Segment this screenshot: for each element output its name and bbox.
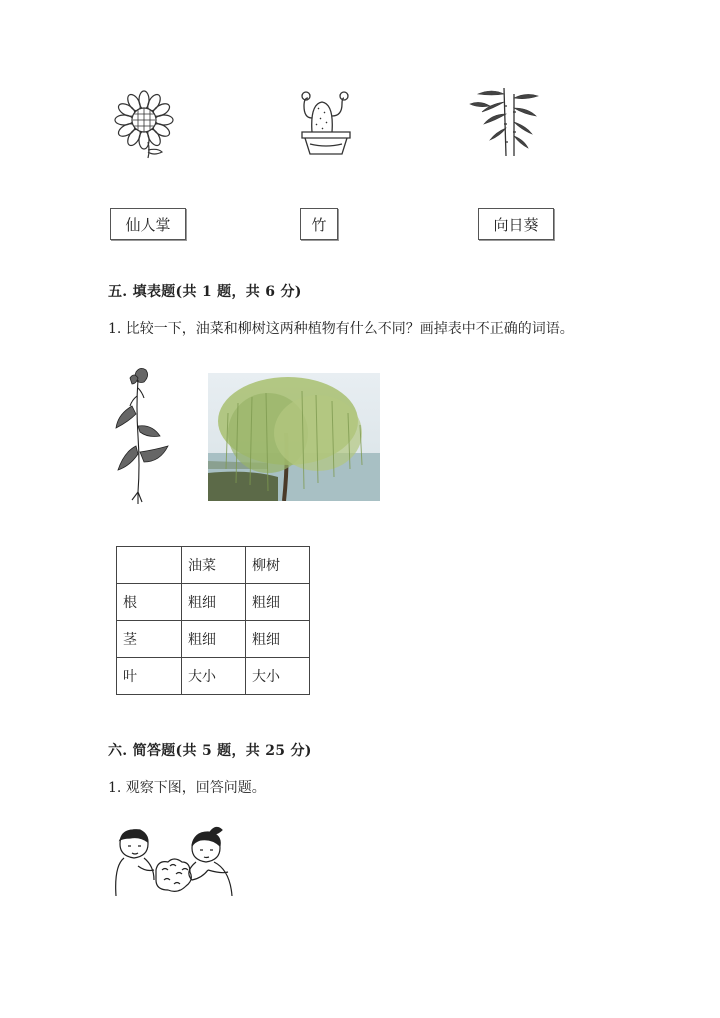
label-box-cactus: 仙人掌 (110, 208, 186, 240)
children-icon (110, 826, 246, 898)
table-row-header: 茎 (117, 621, 182, 658)
section-5-title: 五. 填表题(共 1 题，共 6 分) (108, 284, 302, 300)
rapeseed-icon (108, 366, 174, 504)
willow-photo (208, 373, 380, 501)
bamboo-icon (464, 84, 544, 158)
table-row (117, 658, 310, 695)
table-row (117, 547, 310, 584)
section-6-title: 六. 简答题(共 5 题，共 25 分) (108, 743, 312, 759)
label-box-bamboo: 竹 (300, 208, 338, 240)
table-header-cell: 油菜 (182, 547, 246, 584)
question-6-1: 1. 观察下图，回答问题。 (108, 780, 266, 796)
comparison-table (116, 546, 310, 695)
label-box-sunflower: 向日葵 (478, 208, 554, 240)
table-cell[interactable]: 粗细 (182, 621, 246, 658)
table-header-cell: 柳树 (246, 547, 310, 584)
table-row (117, 584, 310, 621)
cactus-icon (296, 86, 356, 158)
table-cell[interactable]: 粗细 (182, 584, 246, 621)
table-cell[interactable]: 粗细 (246, 621, 310, 658)
table-row (117, 621, 310, 658)
table-row-header: 根 (117, 584, 182, 621)
sunflower-icon (108, 86, 180, 160)
table-cell[interactable]: 大小 (182, 658, 246, 695)
question-5-1: 1. 比较一下，油菜和柳树这两种植物有什么不同？画掉表中不正确的词语。 (108, 321, 574, 337)
table-row-header: 叶 (117, 658, 182, 695)
table-cell[interactable]: 粗细 (246, 584, 310, 621)
table-cell (117, 547, 182, 584)
table-cell[interactable]: 大小 (246, 658, 310, 695)
